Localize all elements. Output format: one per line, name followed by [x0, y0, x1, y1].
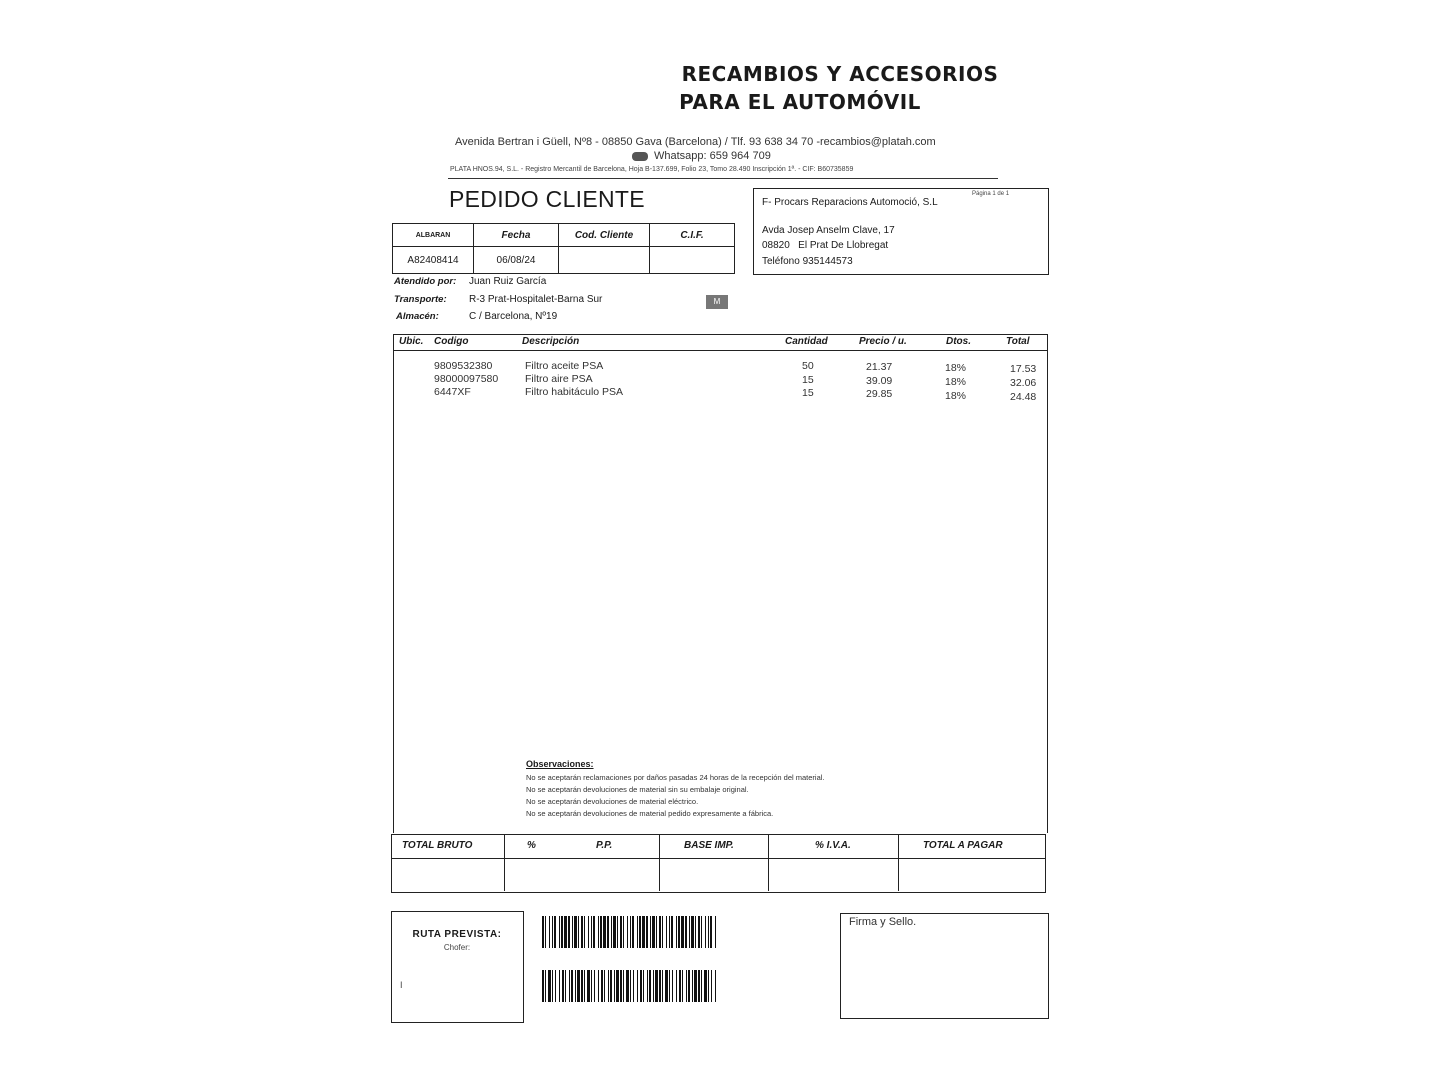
- col-precio: Precio / u.: [859, 336, 907, 347]
- barcode-bar: [666, 916, 667, 948]
- observacion-line: No se aceptarán devoluciones de material pedido expresamente a fábrica.: [526, 809, 774, 818]
- barcode-bar: [701, 970, 702, 1002]
- barcode-bar: [669, 916, 670, 948]
- barcode-bar: [555, 970, 556, 1002]
- barcode-bar: [545, 916, 546, 948]
- barcode-bar: [571, 970, 573, 1002]
- barcode-bar: [598, 916, 599, 948]
- company-address: Avenida Bertran i Güell, Nº8 - 08850 Gava (Barcelona) / Tlf. 93 638 34 70 -recambios@platah.com: [455, 136, 936, 148]
- totals-divider: [768, 834, 769, 891]
- col-cantidad: Cantidad: [785, 336, 828, 347]
- pct-label: %: [527, 840, 536, 851]
- order-lines-box: [393, 334, 1048, 833]
- barcode-bar: [698, 970, 700, 1002]
- col-total: Total: [1006, 336, 1030, 347]
- whatsapp-number: Whatsapp: 659 964 709: [654, 150, 771, 162]
- row-precio: 21.37: [866, 361, 893, 373]
- barcode-bar: [630, 916, 631, 948]
- barcode-bar: [704, 970, 707, 1002]
- cod-cliente-value: [559, 247, 650, 274]
- cif-value: [650, 247, 735, 274]
- barcode-bar: [695, 916, 696, 948]
- firma-box: [840, 913, 1049, 1019]
- barcode-bar: [650, 916, 651, 948]
- barcode-bar: [705, 916, 706, 948]
- barcode-bar: [682, 970, 683, 1002]
- row-dtos: 18%: [945, 390, 967, 402]
- barcode-bar: [591, 916, 592, 948]
- company-title-line1: RECAMBIOS Y ACCESORIOS: [681, 62, 999, 86]
- barcode-bar: [581, 970, 583, 1002]
- company-whatsapp: [632, 150, 771, 162]
- barcode-bar: [559, 970, 560, 1002]
- barcode-bar: [614, 970, 615, 1002]
- observacion-line: No se aceptarán devoluciones de material eléctrico.: [526, 797, 699, 806]
- barcode-bar: [587, 970, 590, 1002]
- barcode-bar: [659, 916, 661, 948]
- customer-city: [762, 240, 888, 251]
- barcode-bar: [637, 970, 638, 1002]
- barcode-bar: [564, 916, 567, 948]
- customer-city-name: El Prat De Llobregat: [798, 240, 889, 251]
- row-total: 32.06: [1010, 377, 1037, 389]
- document-title: PEDIDO CLIENTE: [449, 186, 645, 212]
- barcode-bar: [652, 916, 655, 948]
- barcode-bar: [561, 916, 563, 948]
- barcode-bar: [577, 970, 580, 1002]
- barcode-bar: [676, 916, 677, 948]
- barcode-bar: [672, 970, 673, 1002]
- barcode-bar: [604, 970, 605, 1002]
- barcode-bar: [646, 916, 648, 948]
- row-cantidad: 50: [802, 360, 814, 372]
- barcode-bar: [559, 916, 560, 948]
- transporte-label: Transporte:: [394, 294, 447, 305]
- transport-stamp: M: [706, 295, 728, 309]
- total-pagar-label: TOTAL A PAGAR: [923, 840, 1003, 851]
- row-cantidad: 15: [802, 374, 814, 386]
- barcode-bar: [689, 916, 690, 948]
- barcode-bar: [637, 916, 638, 948]
- observaciones-title: Observaciones:: [526, 759, 594, 769]
- barcode-bar: [542, 916, 544, 948]
- pp-label: P.P.: [596, 840, 613, 851]
- barcode-bar: [594, 970, 595, 1002]
- whatsapp-icon: [632, 152, 648, 161]
- barcode-bar: [627, 916, 628, 948]
- barcode-bar: [691, 916, 694, 948]
- barcode-bar: [578, 916, 579, 948]
- row-descripcion: Filtro habitáculo PSA: [525, 386, 624, 398]
- barcode-bar: [708, 916, 709, 948]
- cod-cliente-label: Cod. Cliente: [559, 224, 650, 247]
- barcode-bar: [662, 970, 663, 1002]
- barcode-bar: [694, 970, 697, 1002]
- barcode-bar: [685, 916, 687, 948]
- barcode-bar: [710, 916, 712, 948]
- totals-divider: [504, 834, 505, 891]
- barcode-bar: [708, 970, 709, 1002]
- header-divider: [448, 178, 998, 179]
- observacion-line: No se aceptarán reclamaciones por daños pasadas 24 horas de la recepción del material.: [526, 773, 825, 782]
- barcode-bar: [593, 916, 595, 948]
- barcode-bar: [715, 970, 716, 1002]
- barcode-bar: [671, 916, 673, 948]
- barcode-bar: [548, 970, 551, 1002]
- barcode-bar: [603, 916, 606, 948]
- fecha-value: 06/08/24: [474, 247, 559, 274]
- barcode-bar: [665, 970, 668, 1002]
- barcode-bar: [617, 916, 618, 948]
- barcode-bar: [632, 916, 634, 948]
- order-lines-header-rule: [393, 350, 1048, 351]
- totals-header-rule: [391, 858, 1046, 859]
- ruta-mark: I: [400, 980, 403, 990]
- customer-phone: Teléfono 935144573: [762, 256, 853, 267]
- barcode-bar: [600, 916, 602, 948]
- barcode-bar: [659, 970, 661, 1002]
- barcode-bar: [574, 916, 577, 948]
- order-header-table: [392, 223, 735, 274]
- barcode-bar: [552, 970, 553, 1002]
- barcode-bar: [565, 970, 566, 1002]
- company-title-line2: PARA EL AUTOMÓVIL: [679, 90, 921, 114]
- barcode-bar: [623, 970, 624, 1002]
- row-total: 24.48: [1010, 391, 1037, 403]
- barcode-bar: [613, 916, 616, 948]
- col-descripcion: Descripción: [522, 336, 580, 347]
- barcode-bar: [656, 916, 657, 948]
- albaran-value: A82408414: [393, 247, 474, 274]
- barcode-bar: [572, 916, 573, 948]
- barcode-bar: [569, 970, 570, 1002]
- barcode-bar: [626, 970, 629, 1002]
- barcode-bar: [655, 970, 658, 1002]
- barcode-bar: [620, 970, 622, 1002]
- barcode-bar: [607, 916, 609, 948]
- barcode-bar: [623, 916, 624, 948]
- barcode-bar: [633, 970, 634, 1002]
- cif-label: C.I.F.: [650, 224, 735, 247]
- row-cantidad: 15: [802, 387, 814, 399]
- row-codigo: 9809532380: [434, 360, 493, 372]
- barcode-bar: [598, 970, 599, 1002]
- transporte-value: R-3 Prat-Hospitalet-Barna Sur: [469, 294, 603, 305]
- barcode-bar: [678, 916, 680, 948]
- barcode-bar: [611, 916, 612, 948]
- row-dtos: 18%: [945, 362, 967, 374]
- customer-name: F- Procars Reparacions Automoció, S.L: [762, 197, 938, 208]
- barcode-bar: [649, 970, 651, 1002]
- barcode-bar: [552, 916, 553, 948]
- barcode-bar: [669, 970, 670, 1002]
- barcode-bottom: [540, 970, 718, 1002]
- barcode-bar: [608, 970, 609, 1002]
- barcode-bar: [640, 970, 642, 1002]
- col-codigo: Codigo: [434, 336, 469, 347]
- totals-divider: [659, 834, 660, 891]
- atendido-value: Juan Ruiz García: [469, 276, 547, 287]
- observacion-line: No se aceptarán devoluciones de material sin su embalaje original.: [526, 785, 749, 794]
- barcode-bar: [581, 916, 583, 948]
- barcode-bar: [542, 970, 544, 1002]
- col-ubic: Ubic.: [399, 336, 424, 347]
- barcode-bar: [545, 970, 546, 1002]
- barcode-bar: [639, 916, 641, 948]
- barcode-bar: [568, 916, 570, 948]
- atendido-label: Atendido por:: [394, 276, 457, 287]
- barcode-bar: [701, 916, 702, 948]
- barcode-bar: [711, 970, 712, 1002]
- ruta-chofer: Chofer:: [443, 943, 471, 952]
- barcode-bar: [662, 916, 663, 948]
- barcode-bar: [692, 970, 693, 1002]
- ruta-box: [391, 911, 524, 1023]
- iva-label: % I.V.A.: [815, 840, 851, 851]
- row-precio: 39.09: [866, 375, 893, 387]
- row-descripcion: Filtro aire PSA: [525, 373, 593, 385]
- barcode-bar: [686, 970, 687, 1002]
- barcode-bar: [647, 970, 648, 1002]
- barcode-bar: [653, 970, 654, 1002]
- barcode-bar: [610, 970, 612, 1002]
- barcode-bar: [698, 916, 700, 948]
- row-dtos: 18%: [945, 376, 967, 388]
- barcode-bar: [584, 970, 585, 1002]
- company-registry: PLATA HNOS.94, S.L. - Registro Mercantil de Barcelona, Hoja B-137.699, Folio 23, Tomo 28.490 Inscripción 1ª. - CIF: B60735859: [450, 166, 854, 173]
- barcode-bar: [679, 970, 681, 1002]
- barcode-bar: [584, 916, 585, 948]
- barcode-bar: [601, 970, 603, 1002]
- almacen-label: Almacén:: [396, 311, 439, 322]
- barcode-bar: [688, 970, 690, 1002]
- barcode-bar: [554, 916, 556, 948]
- total-bruto-label: TOTAL BRUTO: [402, 840, 473, 851]
- barcode-bar: [562, 970, 564, 1002]
- page-number: Página 1 de 1: [972, 191, 1010, 197]
- barcode-bar: [642, 916, 645, 948]
- barcode-bar: [575, 970, 576, 1002]
- fecha-label: Fecha: [474, 224, 559, 247]
- row-precio: 29.85: [866, 388, 893, 400]
- row-total: 17.53: [1010, 363, 1037, 375]
- barcode-bar: [616, 970, 619, 1002]
- customer-address: Avda Josep Anselm Clave, 17: [762, 225, 895, 236]
- barcode-bar: [549, 916, 550, 948]
- barcode-bar: [715, 916, 716, 948]
- barcode-bar: [620, 916, 622, 948]
- barcode-bar: [643, 970, 644, 1002]
- row-codigo: 6447XF: [434, 386, 471, 398]
- barcode-bar: [630, 970, 631, 1002]
- barcode-bar: [588, 916, 589, 948]
- firma-label: Firma y Sello.: [849, 916, 917, 928]
- col-dtos: Dtos.: [946, 336, 971, 347]
- customer-postal-code: 08820: [762, 240, 790, 251]
- almacen-value: C / Barcelona, Nº19: [469, 311, 558, 322]
- albaran-label: ALBARAN: [393, 224, 474, 247]
- barcode-bar: [681, 916, 684, 948]
- barcode-bar: [676, 970, 677, 1002]
- base-imp-label: BASE IMP.: [684, 840, 734, 851]
- totals-divider: [898, 834, 899, 891]
- row-descripcion: Filtro aceite PSA: [525, 360, 604, 372]
- barcode-top: [540, 916, 718, 948]
- row-codigo: 98000097580: [434, 373, 499, 385]
- barcode-bar: [591, 970, 592, 1002]
- ruta-title: RUTA PREVISTA:: [412, 929, 502, 940]
